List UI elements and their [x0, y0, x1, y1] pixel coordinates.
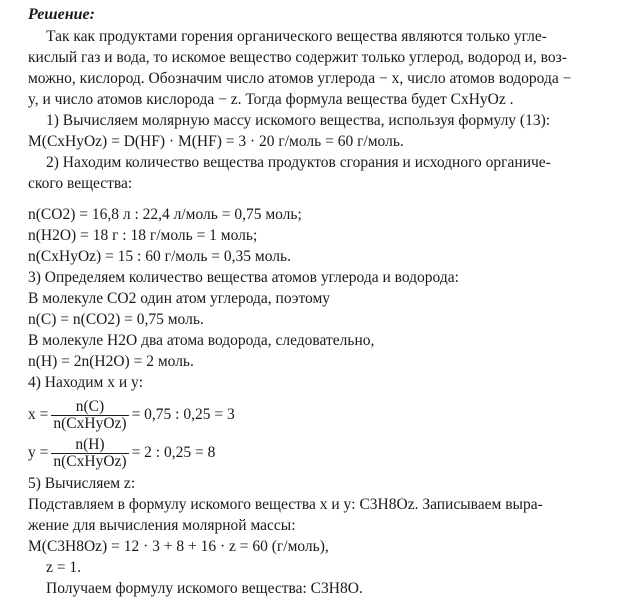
- substitute-text-cont: жение для вычисления молярной массы:: [28, 517, 296, 534]
- x-fraction-numerator: n(C): [75, 397, 105, 415]
- text-line-3: можно, кислород. Обозначим число атомов углерода − x, число атомов водорода −: [28, 70, 572, 87]
- y-fraction: [51, 437, 128, 470]
- step-5-title: 5) Вычисляем z:: [28, 475, 136, 492]
- solution-heading: Решение:: [28, 6, 95, 23]
- y-eq-lhs: y =: [28, 444, 49, 461]
- n-co2-equation: n(CO2) = 16,8 л : 22,4 л/моль = 0,75 моль;: [28, 206, 302, 223]
- text-line-4: y, и число атомов кислорода − z. Тогда формула вещества будет CxHyOz .: [28, 91, 514, 108]
- y-fraction-equation: [28, 436, 215, 470]
- x-fraction-equation: [28, 398, 235, 432]
- step-3-title: 3) Определяем количество вещества атомов углерода и водорода:: [28, 269, 459, 286]
- n-h-equation: n(H) = 2n(H2O) = 2 моль.: [28, 353, 194, 370]
- h2o-molecule-text: В молекуле H2O два атома водорода, следовательно,: [28, 332, 375, 349]
- z-result: z = 1.: [46, 559, 81, 576]
- step-2-title: 2) Находим количество вещества продуктов сгорания и исходного органиче-: [46, 154, 551, 171]
- n-c-equation: n(C) = n(CO2) = 0,75 моль.: [28, 311, 204, 328]
- n-substance-equation: n(CxHyOz) = 15 : 60 г/моль = 0,35 моль.: [28, 248, 291, 265]
- molar-mass-equation: M(CxHyOz) = D(HF) · M(HF) = 3 · 20 г/моль = 60 г/моль.: [28, 133, 404, 150]
- x-fraction-denominator: n(CxHyOz): [53, 414, 127, 432]
- substitute-text: Подставляем в формулу искомого вещества x и y: C3H8Oz. Записываем выра-: [28, 496, 543, 513]
- text-line-1: Так как продуктами горения органического вещества являются только угле-: [46, 28, 547, 45]
- step-2-title-cont: ского вещества:: [28, 175, 133, 192]
- co2-molecule-text: В молекуле CO2 один атом углерода, поэтому: [28, 290, 331, 307]
- x-fraction: [51, 399, 128, 432]
- x-eq-rhs: = 0,75 : 0,25 = 3: [131, 406, 235, 423]
- n-h2o-equation: n(H2O) = 18 г : 18 г/моль = 1 моль;: [28, 227, 258, 244]
- step-1-title: 1) Вычисляем молярную массу искомого вещества, используя формулу (13):: [46, 112, 551, 129]
- text-line-2: кислый газ и вода, то искомое вещество содержит только углерод, водород и, воз-: [28, 49, 567, 66]
- y-fraction-denominator: n(CxHyOz): [53, 452, 127, 470]
- y-fraction-numerator: n(H): [75, 435, 105, 453]
- y-eq-rhs: = 2 : 0,25 = 8: [131, 444, 216, 461]
- x-eq-lhs: x =: [28, 406, 49, 423]
- final-formula: Получаем формулу искомого вещества: C3H8O.: [46, 580, 363, 597]
- molar-mass-z-equation: M(C3H8Oz) = 12 · 3 + 8 + 16 · z = 60 (г/моль),: [28, 538, 329, 555]
- step-4-title: 4) Находим x и y:: [28, 374, 144, 391]
